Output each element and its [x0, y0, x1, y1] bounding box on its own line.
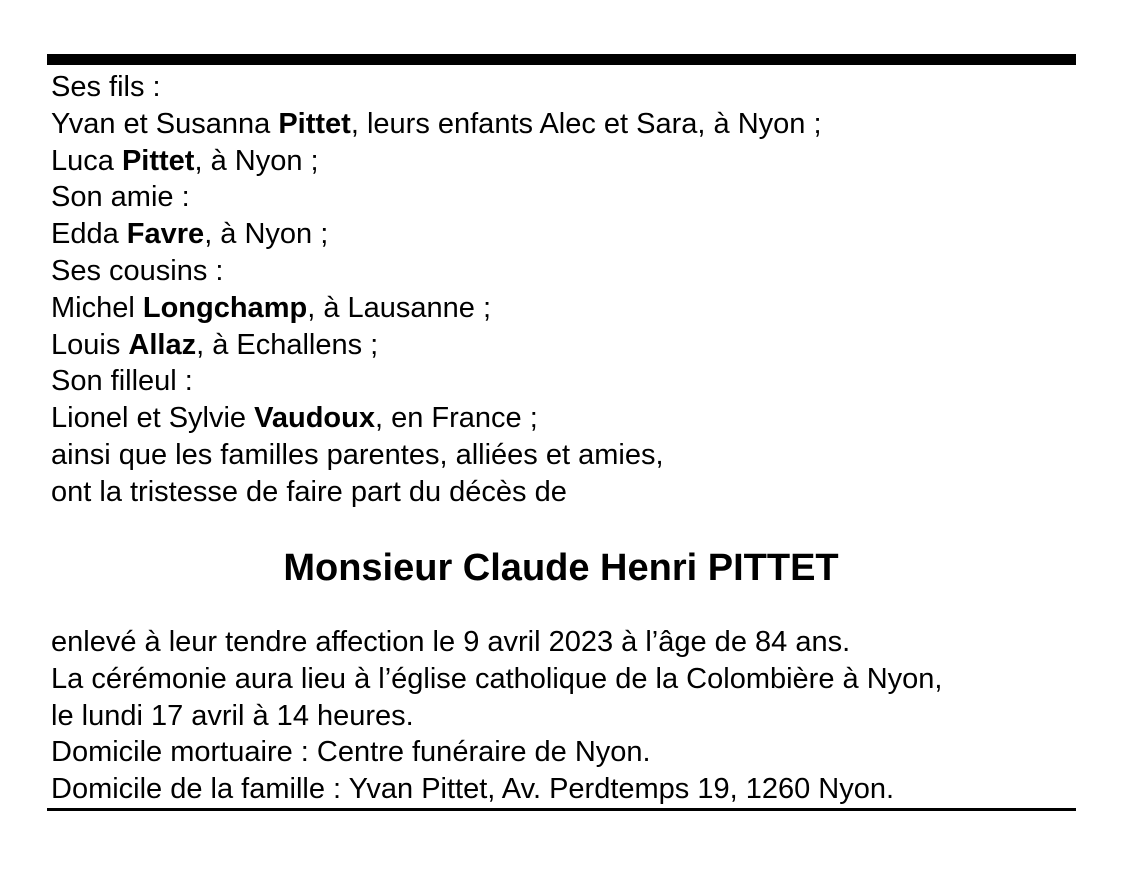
surname: Pittet	[278, 107, 351, 140]
line-ceremonie: La cérémonie aura lieu à l’église catholique de la Colombière à Nyon,	[51, 662, 943, 695]
line-ses-cousins: Ses cousins :	[51, 254, 224, 287]
line-date-ceremonie: le lundi 17 avril à 14 heures.	[51, 699, 414, 732]
line-son-filleul: Son filleul :	[51, 365, 193, 398]
ceremony-details	[51, 624, 942, 808]
surname: Favre	[126, 218, 205, 251]
line-familles: ainsi que les familles parentes, alliées et amies,	[51, 438, 664, 471]
surname: Pittet	[121, 144, 195, 177]
line-tristesse: ont la tristesse de faire part du décès de	[51, 475, 567, 508]
line-luca: Luca Pittet, à Nyon ;	[51, 144, 319, 177]
deceased-name: Monsieur Claude Henri PITTET	[283, 547, 839, 589]
line-louis: Louis Allaz, à Echallens ;	[51, 328, 379, 361]
line-domicile-mortuaire: Domicile mortuaire : Centre funéraire de Nyon.	[51, 736, 651, 769]
line-ses-fils: Ses fils :	[51, 71, 161, 103]
surname: Longchamp	[142, 291, 308, 324]
family-list	[51, 69, 822, 511]
line-michel: Michel Longchamp, à Lausanne ;	[51, 291, 492, 324]
surname: Allaz	[128, 328, 197, 361]
bottom-rule	[47, 808, 1076, 811]
line-domicile-famille: Domicile de la famille : Yvan Pittet, Av. Perdtemps 19, 1260 Nyon.	[51, 773, 895, 806]
line-son-amie: Son amie :	[51, 181, 190, 214]
top-rule	[47, 54, 1076, 65]
line-yvan-susanna: Yvan et Susanna Pittet, leurs enfants Alec et Sara, à Nyon ;	[51, 107, 822, 140]
surname: Vaudoux	[254, 402, 375, 435]
line-lionel-sylvie: Lionel et Sylvie Vaudoux, en France ;	[51, 402, 538, 435]
line-date-deces: enlevé à leur tendre affection le 9 avril 2023 à l’âge de 84 ans.	[51, 626, 851, 658]
line-edda: Edda Favre, à Nyon ;	[51, 218, 329, 251]
